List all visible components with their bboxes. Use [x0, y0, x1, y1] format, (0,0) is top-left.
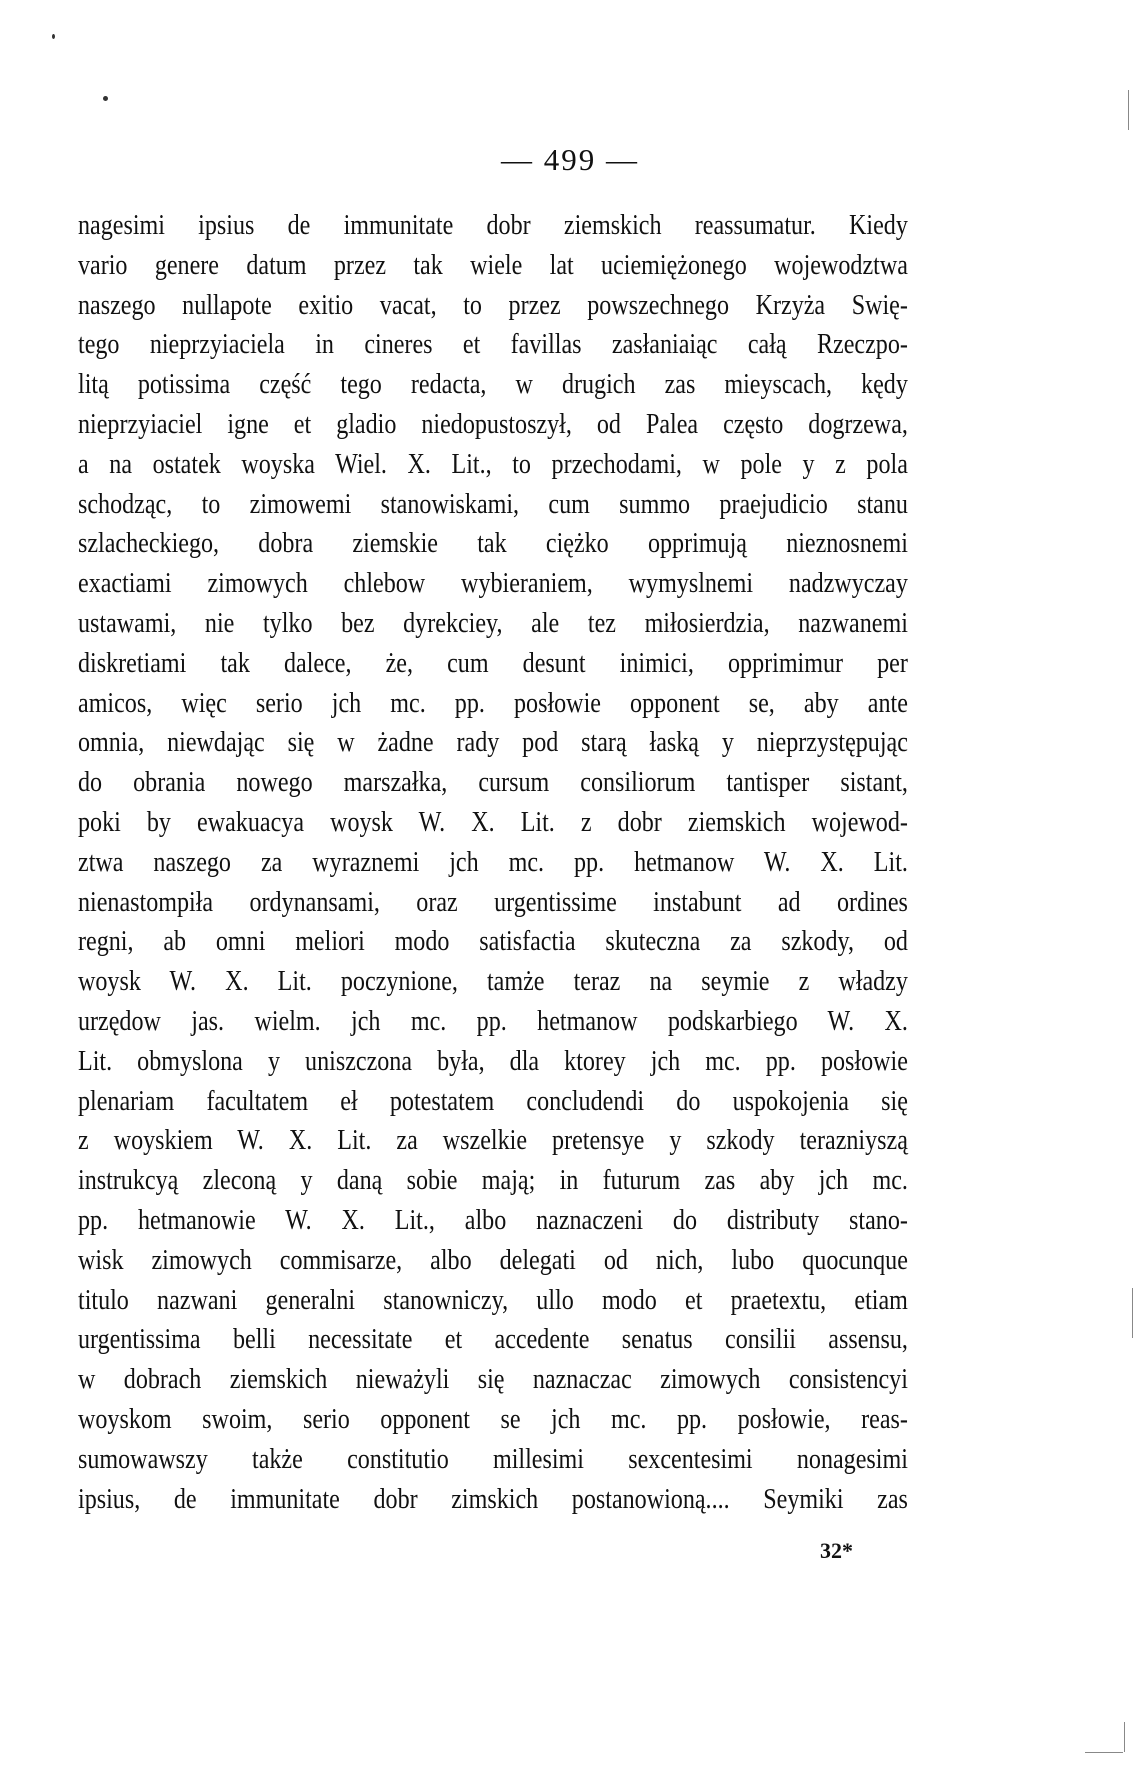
- text-line: wisk zimowych commisarze, albo delegati od nich, lubo quocunque: [78, 1244, 908, 1276]
- text-line: tego nieprzyiaciela in cineres et favillas zasłaniaiąc całą Rzeczpo-: [78, 329, 908, 361]
- text-line: Lit. obmyslona y uniszczona była, dla ktorey jch mc. pp. posłowie: [78, 1045, 908, 1077]
- text-line: sumowawszy także constitutio millesimi sexcentesimi nonagesimi: [78, 1443, 908, 1475]
- scan-edge-line: [1085, 1752, 1123, 1753]
- text-line: poki by ewakuacya woysk W. X. Lit. z dobr ziemskich wojewod-: [78, 806, 908, 838]
- text-line: nienastompiła ordynansami, oraz urgentissime instabunt ad ordines: [78, 886, 908, 918]
- text-line: ustawami, nie tylko bez dyrekciey, ale tez miłosierdzia, nazwanemi: [78, 607, 908, 639]
- text-line: schodząc, to zimowemi stanowiskami, cum summo praejudicio stanu: [78, 488, 908, 520]
- text-line: nagesimi ipsius de immunitate dobr ziemskich reassumatur. Kiedy: [78, 210, 908, 241]
- text-line: urgentissima belli necessitate et accedente senatus consilii assensu,: [78, 1324, 908, 1356]
- text-line: woysk W. X. Lit. poczynione, tamże teraz na seymie z władzy: [78, 966, 908, 998]
- text-line: a na ostatek woyska Wiel. X. Lit., to przechodami, w pole y z pola: [78, 448, 908, 480]
- signature-mark: 32*: [820, 1538, 853, 1563]
- text-line: pp. hetmanowie W. X. Lit., albo naznaczeni do distributy stano-: [78, 1204, 908, 1236]
- scan-speck: [103, 96, 108, 101]
- text-line: omnia, niewdając się w żadne rady pod starą łaską y nieprzystępując: [78, 727, 908, 759]
- text-line: amicos, więc serio jch mc. pp. posłowie opponent se, aby ante: [78, 687, 908, 719]
- text-line: titulo nazwani generalni stanowniczy, ullo modo et praetextu, etiam: [78, 1284, 908, 1316]
- body-text: [78, 206, 908, 1519]
- text-line: plenariam facultatem eł potestatem concludendi do uspokojenia się: [78, 1085, 908, 1117]
- text-line: vario genere datum przez tak wiele lat uciemiężonego wojewodztwa: [78, 249, 908, 281]
- scan-edge-line: [1132, 1288, 1133, 1338]
- text-line: z woyskiem W. X. Lit. za wszelkie pretensye y szkody terazniyszą: [78, 1125, 908, 1157]
- text-line: do obrania nowego marszałka, cursum consiliorum tantisper sistant,: [78, 767, 908, 799]
- scan-edge-line: [1128, 90, 1129, 130]
- text-line: diskretiami tak dalece, że, cum desunt inimici, opprimimur per: [78, 647, 908, 679]
- text-line: woyskom swoim, serio opponent se jch mc. pp. posłowie, reas-: [78, 1403, 908, 1435]
- text-line: exactiami zimowych chlebow wybieraniem, wymyslnemi nadzwyczay: [78, 568, 908, 600]
- text-line: naszego nullapote exitio vacat, to przez powszechnego Krzyża Swię-: [78, 289, 908, 321]
- scan-speck: [52, 34, 55, 39]
- text-line: urzędow jas. wielm. jch mc. pp. hetmanow podskarbiego W. X.: [78, 1005, 908, 1037]
- text-line: ztwa naszego za wyraznemi jch mc. pp. hetmanow W. X. Lit.: [78, 846, 908, 878]
- page-number-header: — 499 —: [501, 142, 639, 177]
- text-line: ipsius, de immunitate dobr zimskich postanowioną.... Seymiki zas: [78, 1483, 908, 1515]
- text-line: w dobrach ziemskich nieważyli się naznaczac zimowych consistencyi: [78, 1364, 908, 1396]
- text-line: nieprzyiaciel igne et gladio niedopustoszył, od Palea często dogrzewa,: [78, 408, 908, 440]
- text-line: regni, ab omni meliori modo satisfactia skuteczna za szkody, od: [78, 926, 908, 958]
- text-line: instrukcyą zleconą y daną sobie mają; in futurum zas aby jch mc.: [78, 1165, 908, 1197]
- text-line: litą potissima część tego redacta, w drugich zas mieyscach, kędy: [78, 369, 908, 401]
- scan-edge-line: [1124, 1722, 1125, 1752]
- text-line: szlacheckiego, dobra ziemskie tak ciężko opprimują nieznosnemi: [78, 528, 908, 560]
